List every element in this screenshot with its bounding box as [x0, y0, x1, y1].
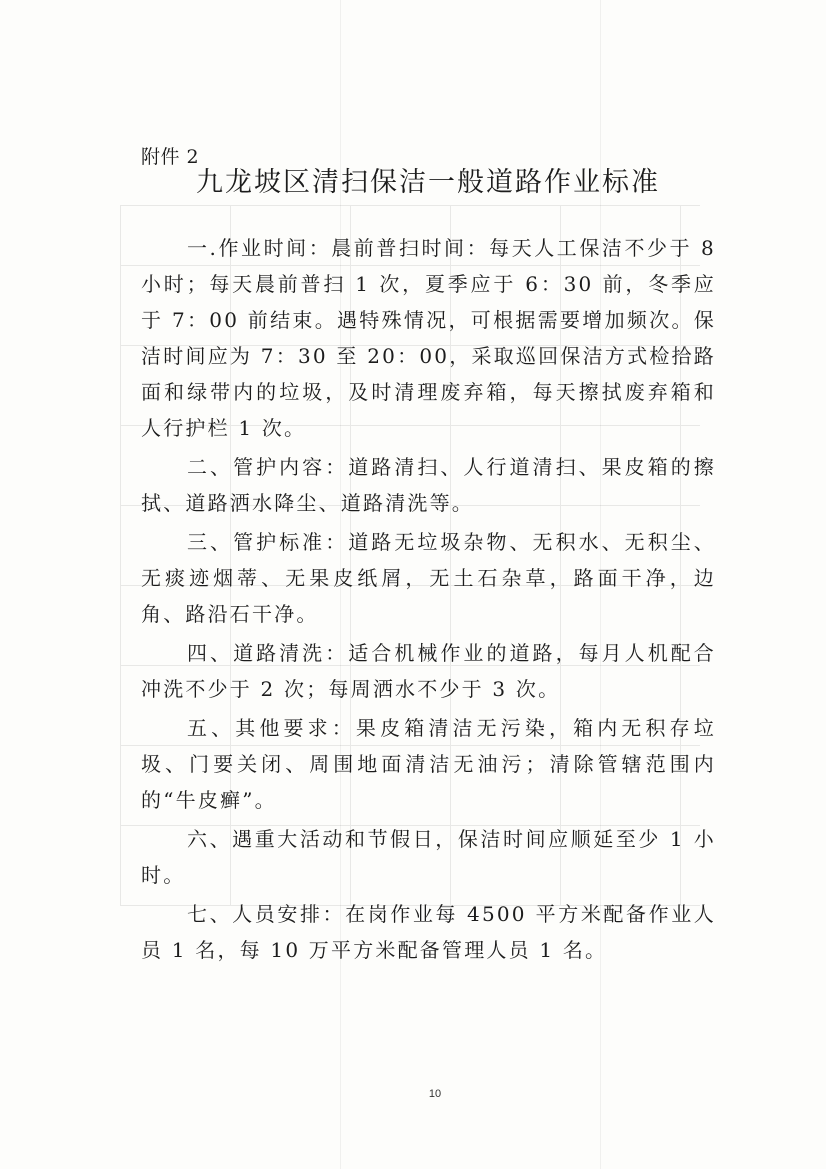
- paragraph-staffing: 七、人员安排：在岗作业每 4500 平方米配备作业人员 1 名，每 10 万平方米配备管理人员 1 名。: [141, 902, 716, 962]
- document-body: [141, 230, 716, 971]
- paragraph-work-time: 一.作业时间：晨前普扫时间：每天人工保洁不少于 8 小时；每天晨前普扫 1 次，夏季应于 6：30 前，冬季应于 7：00 前结束。遇特殊情况，可根据需要增加频次。保洁时间应为 7：30 至 20：00，采取巡回保洁方式检拾路面和绿带内的垃圾，及时清理废弃箱，每天擦拭废弃箱和人行护栏 1 次。: [141, 236, 716, 440]
- paragraph-road-cleaning: 四、道路清洗：适合机械作业的道路，每月人机配合冲洗不少于 2 次；每周洒水不少于 3 次。: [141, 641, 716, 701]
- paragraph-other-requirements: 五、其他要求：果皮箱清洁无污染，箱内无积存垃圾、门要关闭、周围地面清洁无油污；清除管辖范围内的“牛皮癣”。: [141, 716, 716, 812]
- paragraph-maintenance-content: 二、管护内容：道路清扫、人行道清扫、果皮箱的擦拭、道路洒水降尘、道路清洗等。: [141, 455, 716, 515]
- attachment-label: 附件 2: [141, 146, 200, 168]
- page-number: 10: [428, 1088, 442, 1100]
- paragraph-major-events: 六、遇重大活动和节假日，保洁时间应顺延至少 1 小时。: [141, 827, 716, 887]
- paragraph-maintenance-standard: 三、管护标准：道路无垃圾杂物、无积水、无积尘、无痰迹烟蒂、无果皮纸屑，无土石杂草，路面干净，边角、路沿石干净。: [141, 530, 716, 626]
- page-title: 九龙坡区清扫保洁一般道路作业标准: [196, 167, 660, 198]
